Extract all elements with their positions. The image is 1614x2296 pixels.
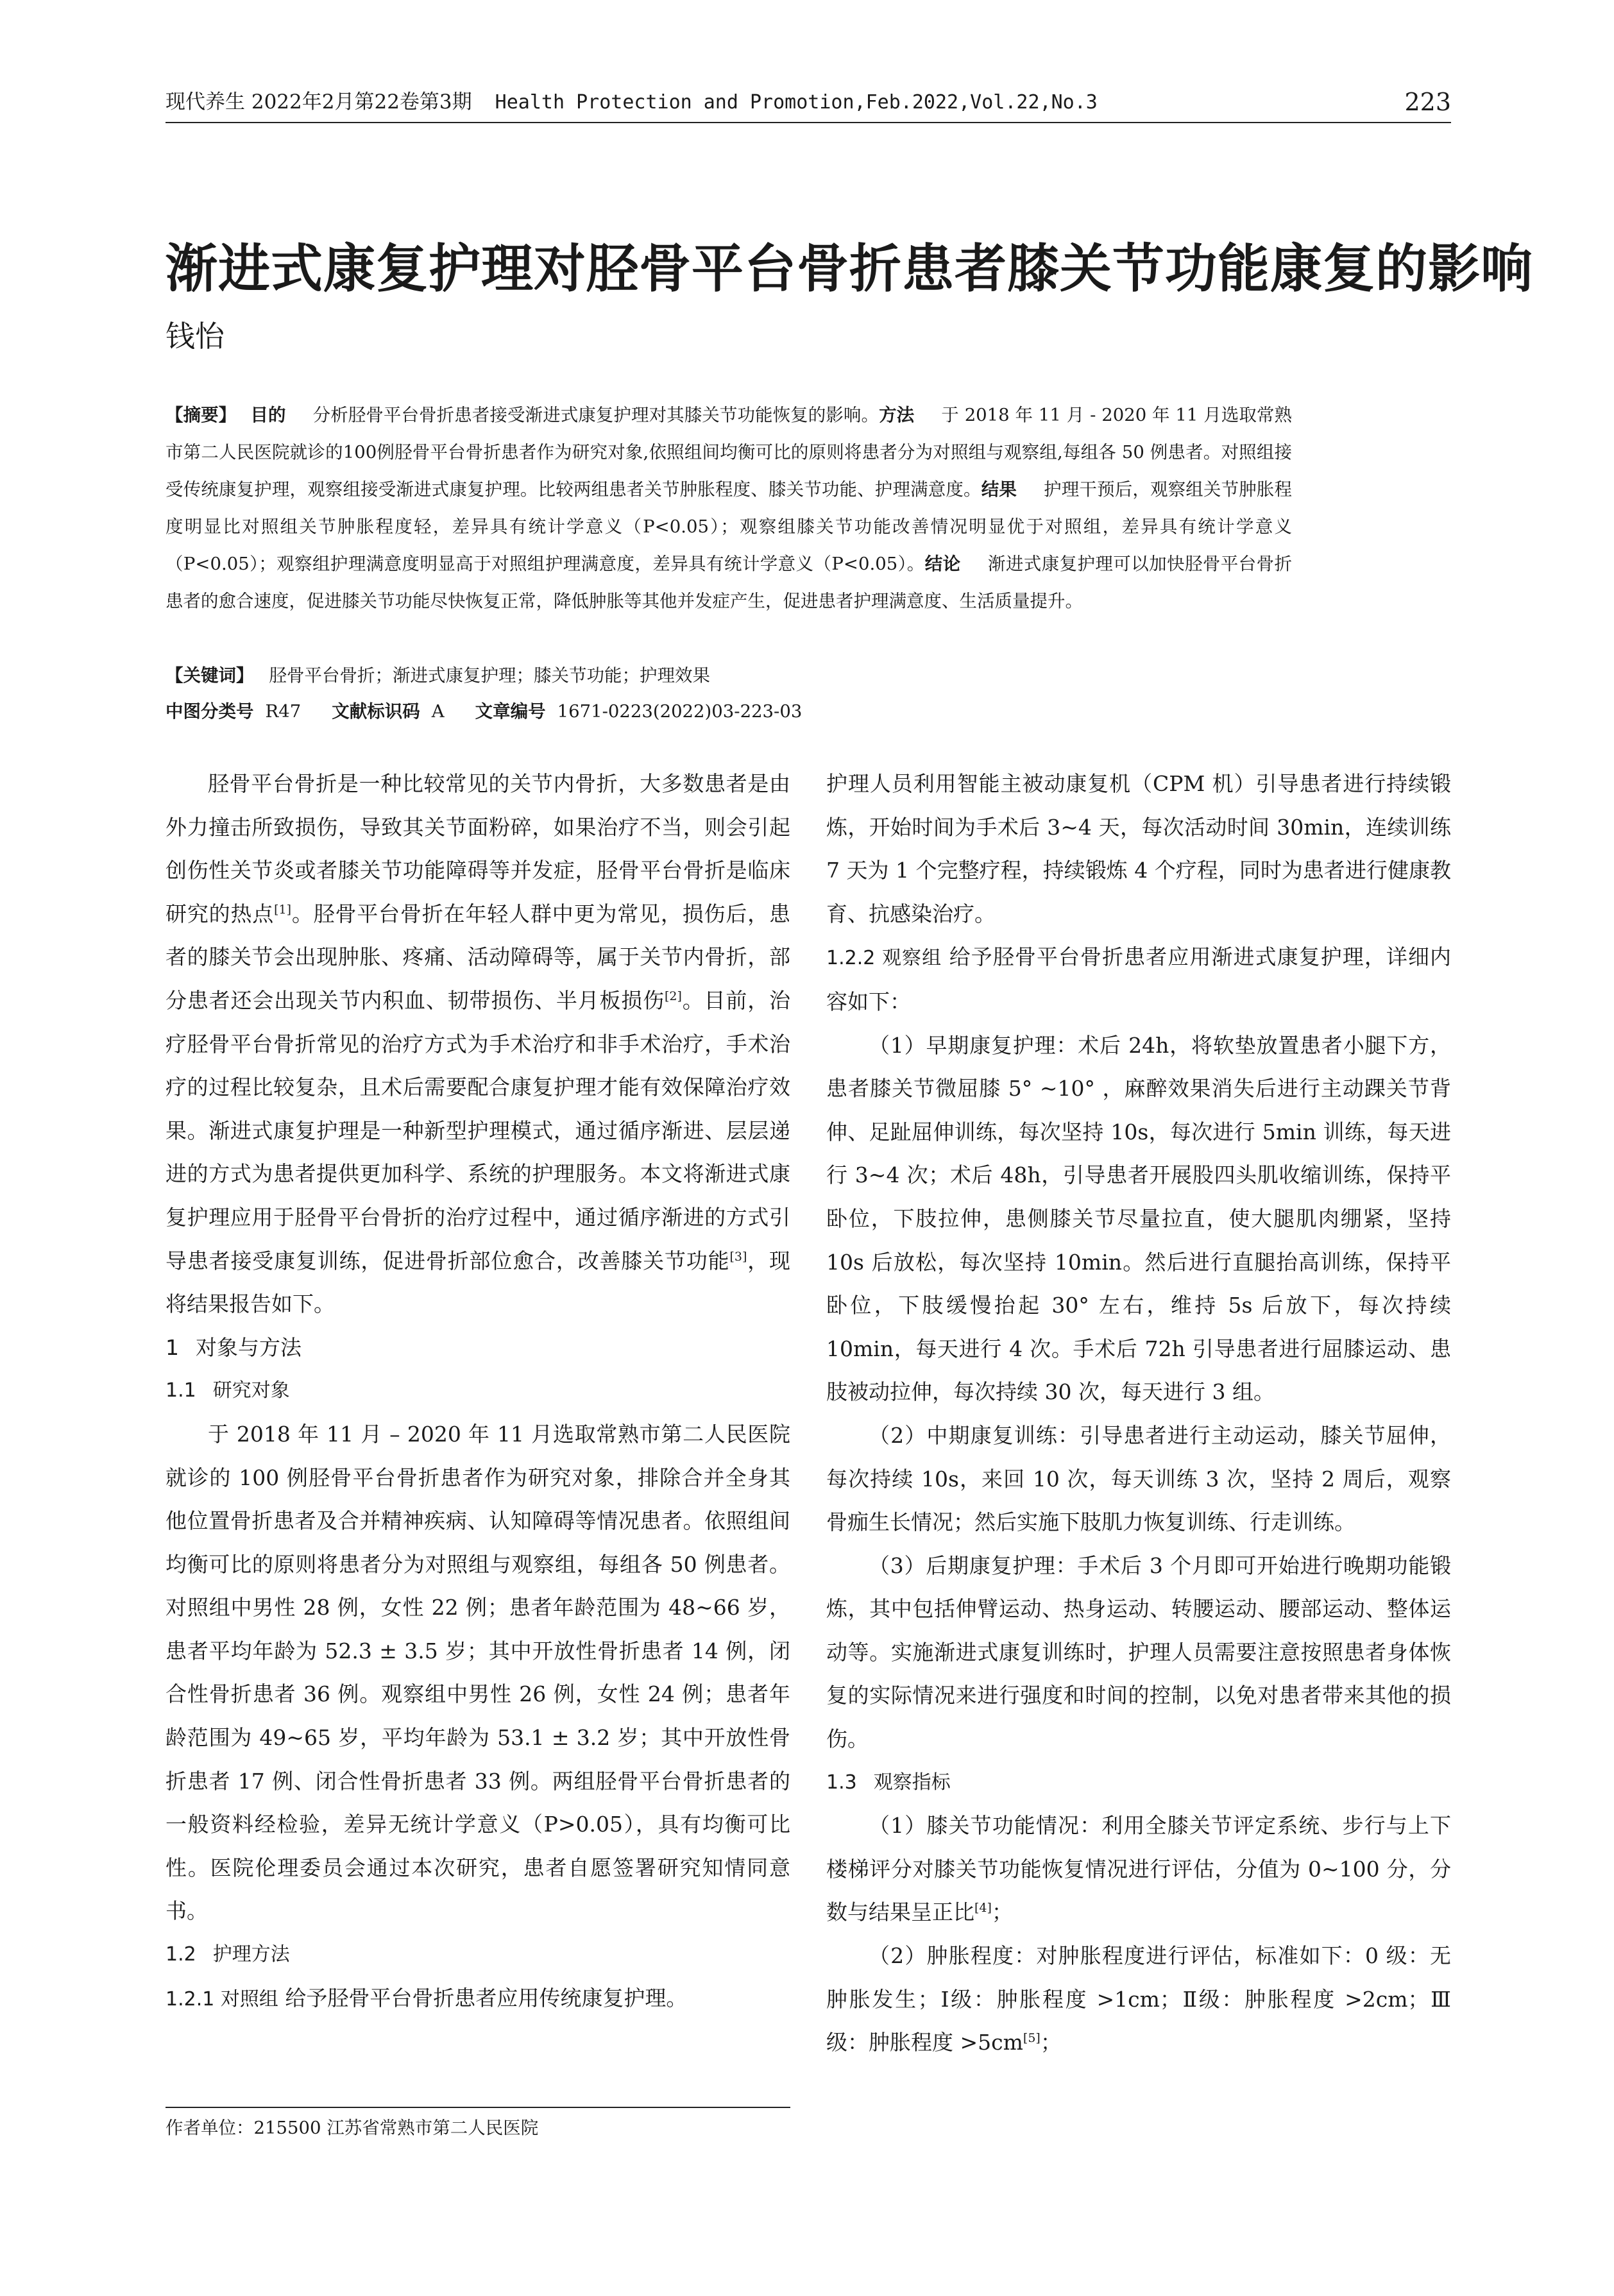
knee-function-paragraph: （1）膝关节功能情况：利用全膝关节评定系统、步行与上下楼梯评分对膝关节功能恢复情况进行评估，分值为 0~100 分，分数与结果呈正比[4]； [826, 1813, 1451, 1925]
methods-label: 方法 [879, 405, 915, 425]
conclusion-text: 渐进式康复护理可以加快胫骨平台骨折患者的愈合速度，促进膝关节功能尽快恢复正常，降低肿胀等其他并发症产生，促进患者护理满意度、生活质量提升。 [166, 554, 1293, 611]
keywords [166, 657, 1292, 694]
observation-group-paragraph: 1.2.2 观察组 给予胫骨平台骨折患者应用渐进式康复护理，详细内容如下： [826, 944, 1452, 1014]
section-heading-1-1: 1.1 研究对象 [166, 1379, 290, 1402]
running-header [166, 82, 1451, 123]
journal-info [166, 82, 1098, 123]
author: 钱怡 [166, 319, 225, 353]
section-heading-1-2-2: 1.2.2 观察组 [826, 947, 942, 970]
left-column [166, 762, 790, 2021]
journal-en: Health Protection and Promotion,Feb.2022,Vol.22,No.3 [495, 91, 1098, 114]
results-text: 护理干预后，观察组关节肿胀程度明显比对照组关节肿胀程度轻，差异具有统计学意义（P<0.05）；观察组膝关节功能改善情况明显优于对照组，差异具有统计学意义（P<0.05）；观察组护理满意度明显高于对照组护理满意度，差异具有统计学意义（P<0.05）。 [166, 479, 1293, 574]
section-heading-1-3: 1.3 观察指标 [826, 1771, 951, 1794]
citation: [2] [664, 989, 682, 1003]
section-heading-1: 1 对象与方法 [166, 1334, 302, 1360]
objective-text: 分析胫骨平台骨折患者接受渐进式康复护理对其膝关节功能恢复的影响。 [312, 405, 879, 425]
footnote-divider [166, 2107, 790, 2108]
doc-code-value: A [431, 701, 445, 722]
doc-code-label: 文献标识码 [332, 701, 420, 722]
subjects-paragraph: 于 2018 年 11 月 – 2020 年 11 月选取常熟市第二人民医院就诊的 100 例胫骨平台骨折患者作为研究对象，排除合并全身其他位置骨折患者及合并精神疾病、认知障碍等情况患者。依照组间均衡可比的原则将患者分为对照组与观察组，每组各 50 例患者。对照组中男性 28 例，女性 22 例；患者年龄范围为 48~66 岁，患者平均年龄为 52.3 ± 3.5 岁；其中开放性骨折患者 14 例，闭合性骨折患者 36 例。观察组中男性 26 例，女性 24 例；患者年龄范围为 49~65 岁，平均年龄为 53.1 ± 3.2 岁；其中开放性骨折患者 17 例、闭合性骨折患者 33 例。两组胫骨平台骨折患者的一般资料经检验，差异无统计学意义（P>0.05），具有均衡可比性。医院伦理委员会通过本次研究，患者自愿签署研究知情同意书。 [166, 1421, 790, 1924]
citation: [1] [274, 902, 292, 917]
early-rehab-paragraph: （1）早期康复护理：术后 24h，将软垫放置患者小腿下方，患者膝关节微屈膝 5° ~10° ，麻醉效果消失后进行主动踝关节背伸、足趾屈伸训练，每次坚持 10s，每次进行 5min 训练，每天进行 3~4 次；术后 48h，引导患者开展股四头肌收缩训练，保持平卧位，下肢拉伸，患侧膝关节尽量拉直，使大腿肌肉绷紧，坚持 10s 后放松，每次坚持 10min。然后进行直腿抬高训练，保持平卧位，下肢缓慢抬起 30° 左右，维持 5s 后放下，每次持续 10min，每天进行 4 次。手术后 72h 引导患者进行屈膝运动、患肢被动拉伸，每次持续 30 次，每天进行 3 组。 [826, 1032, 1451, 1405]
clc-value: R47 [265, 701, 302, 722]
article-number-label: 文章编号 [475, 701, 546, 722]
article-number-value: 1671-0223(2022)03-223-03 [557, 701, 803, 722]
middle-rehab-paragraph: （2）中期康复训练：引导患者进行主动运动，膝关节屈伸，每次持续 10s，来回 10 次，每天训练 3 次，坚持 2 周后，观察骨痂生长情况；然后实施下肢肌力恢复训练、行走训练。 [826, 1422, 1451, 1535]
keywords-label: 【关键词】 [166, 665, 254, 686]
abstract-label: 【摘要】 [166, 405, 237, 425]
journal-cn: 现代养生 2022年2月第22卷第3期 [166, 90, 472, 114]
conclusion-label: 结论 [924, 554, 961, 574]
control-group-continued: 护理人员利用智能主被动康复机（CPM 机）引导患者进行持续锻炼，开始时间为手术后 3~4 天，每次活动时间 30min，连续训练 7 天为 1 个完整疗程，持续锻炼 4 个疗程，同时为患者进行健康教育、抗感染治疗。 [826, 771, 1451, 926]
citation: [5] [1023, 2031, 1041, 2046]
right-column [826, 762, 1451, 2064]
results-label: 结果 [981, 479, 1017, 500]
article-title: 渐进式康复护理对胫骨平台骨折患者膝关节功能康复的影响 [166, 239, 1534, 300]
section-heading-1-2-1: 1.2.1 对照组 [166, 1987, 278, 2011]
page-number: 223 [1404, 88, 1451, 116]
citation: [4] [974, 1901, 992, 1916]
swelling-paragraph: （2）肿胀程度：对肿胀程度进行评估，标准如下：0 级：无肿胀发生；Ⅰ级：肿胀程度 >1cm；Ⅱ级：肿胀程度 >2cm；Ⅲ级：肿胀程度 >5cm[5]； [826, 1943, 1451, 2055]
objective-label: 目的 [250, 405, 286, 425]
section-heading-1-2: 1.2 护理方法 [166, 1943, 290, 1966]
abstract [166, 396, 1292, 620]
keywords-text: 胫骨平台骨折；渐进式康复护理；膝关节功能；护理效果 [269, 665, 710, 686]
clc-label: 中图分类号 [166, 701, 254, 722]
intro-paragraph: 胫骨平台骨折是一种比较常见的关节内骨折，大多数患者是由外力撞击所致损伤，导致其关节面粉碎，如果治疗不当，则会引起创伤性关节炎或者膝关节功能障碍等并发症，胫骨平台骨折是临床研究的热点[1]。胫骨平台骨折在年轻人群中更为常见，损伤后，患者的膝关节会出现肿胀、疼痛、活动障碍等，属于关节内骨折，部分患者还会出现关节内积血、韧带损伤、半月板损伤[2]。目前，治疗胫骨平台骨折常见的治疗方式为手术治疗和非手术治疗，手术治疗的过程比较复杂，且术后需要配合康复护理才能有效保障治疗效果。渐进式康复护理是一种新型护理模式，通过循序渐进、层层递进的方式为患者提供更加科学、系统的护理服务。本文将渐进式康复护理应用于胫骨平台骨折的治疗过程中，通过循序渐进的方式引导患者接受康复训练，促进骨折部位愈合，改善膝关节功能[3]，现将结果报告如下。 [166, 771, 791, 1317]
control-group-paragraph: 1.2.1 对照组 给予胫骨平台骨折患者应用传统康复护理。 [166, 1985, 688, 2011]
author-affiliation: 作者单位：215500 江苏省常熟市第二人民医院 [166, 2118, 539, 2138]
classification-line [166, 693, 802, 730]
late-rehab-paragraph: （3）后期康复护理：手术后 3 个月即可开始进行晚期功能锻炼，其中包括伸臂运动、热身运动、转腰运动、腰部运动、整体运动等。实施渐进式康复训练时，护理人员需要注意按照患者身体恢复的实际情况来进行强度和时间的控制，以免对患者带来其他的损伤。 [826, 1552, 1451, 1752]
citation: [3] [729, 1249, 747, 1264]
methods-text: 于 2018 年 11 月 - 2020 年 11 月选取常熟市第二人民医院就诊的100例胫骨平台骨折患者作为研究对象,依照组间均衡可比的原则将患者分为对照组与观察组,每组各 50 例患者。对照组接受传统康复护理，观察组接受渐进式康复护理。比较两组患者关节肿胀程度、膝关节功能、护理满意度。 [166, 405, 1293, 500]
